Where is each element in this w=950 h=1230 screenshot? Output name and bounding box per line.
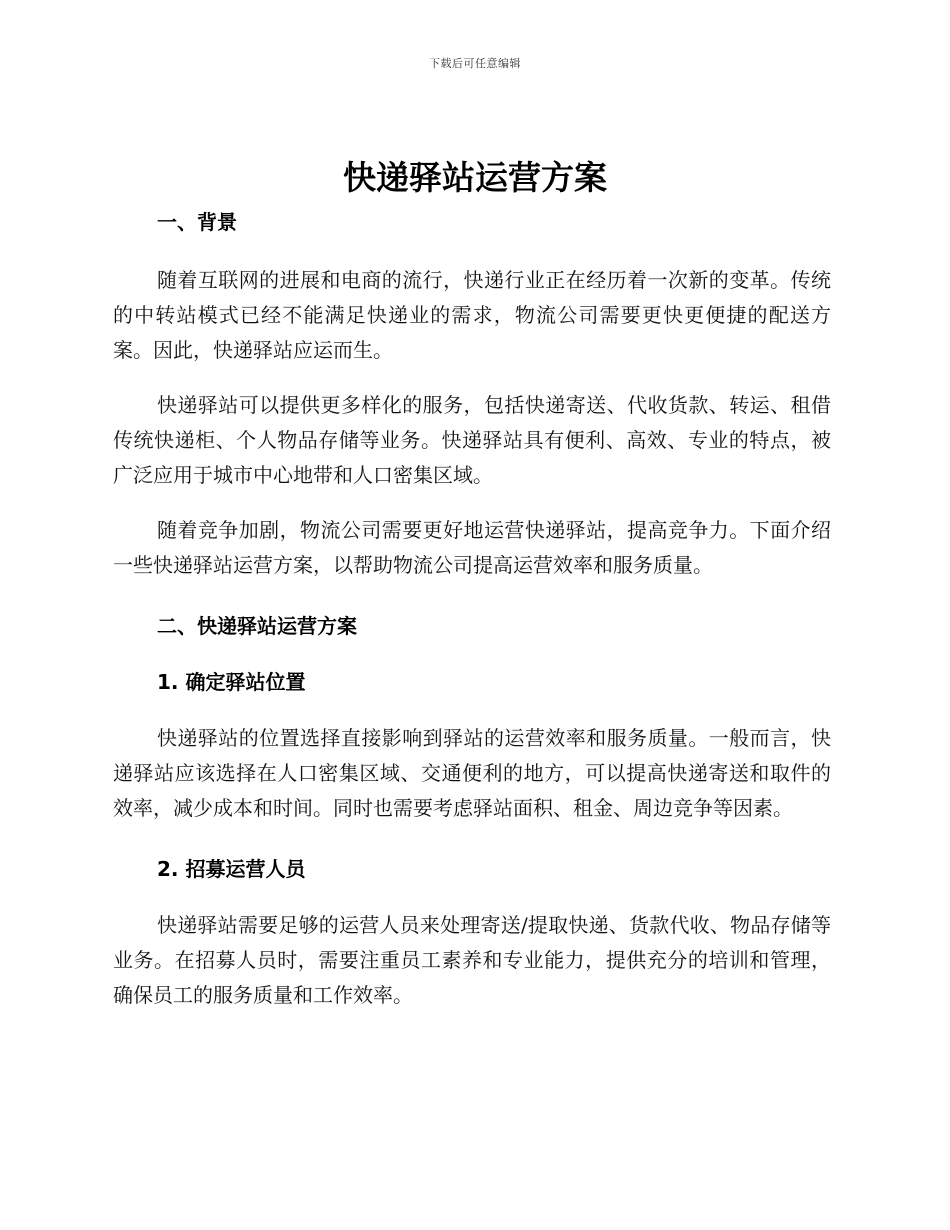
- document-title: 快递驿站运营方案: [343, 158, 607, 197]
- paragraph: 随着竞争加剧，物流公司需要更好地运营快递驿站，提高竞争力。下面介绍一些快递驿站运营方案，以帮助物流公司提高运营效率和服务质量。: [113, 518, 831, 577]
- document-body: [113, 206, 831, 1013]
- paragraph: 快递驿站可以提供更多样化的服务，包括快递寄送、代收货款、转运、租借传统快递柜、个人物品存储等业务。快递驿站具有便利、高效、专业的特点，被广泛应用于城市中心地带和人口密集区域。: [113, 393, 831, 487]
- subsection-heading-staff: 2. 招募运营人员: [157, 857, 306, 881]
- subsection-heading-location: 1. 确定驿站位置: [157, 670, 306, 694]
- section-heading-plan: 二、快递驿站运营方案: [157, 614, 357, 638]
- page-header: 下载后可任意编辑: [429, 57, 521, 70]
- paragraph: 快递驿站需要足够的运营人员来处理寄送/提取快递、货款代收、物品存储等业务。在招募人员时，需要注重员工素养和专业能力，提供充分的培训和管理，确保员工的服务质量和工作效率。: [113, 913, 831, 1007]
- section-heading-background: 一、背景: [157, 210, 237, 234]
- paragraph: 随着互联网的进展和电商的流行，快递行业正在经历着一次新的变革。传统的中转站模式已经不能满足快递业的需求，物流公司需要更快更便捷的配送方案。因此，快递驿站应运而生。: [113, 268, 831, 362]
- paragraph: 快递驿站的位置选择直接影响到驿站的运营效率和服务质量。一般而言，快递驿站应该选择在人口密集区域、交通便利的地方，可以提高快递寄送和取件的效率，减少成本和时间。同时也需要考虑驿站面积、租金、周边竞争等因素。: [113, 726, 831, 820]
